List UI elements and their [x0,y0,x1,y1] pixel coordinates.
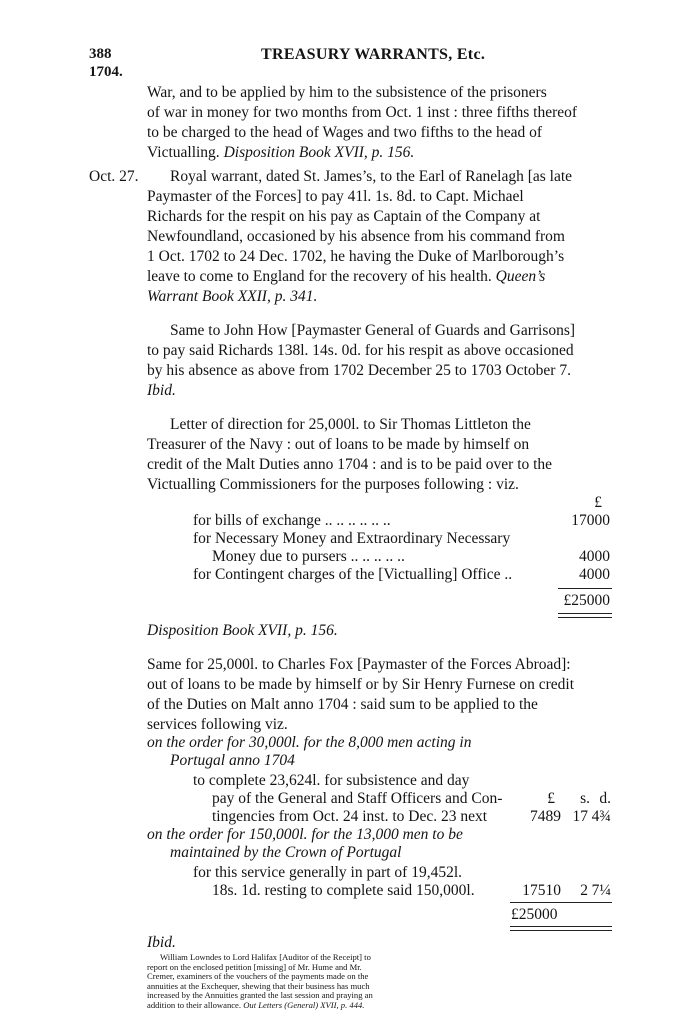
text-line: by his absence as above from 1702 December 25 to 1703 October 7. [147,362,571,379]
text-line: tingencies from Oct. 24 inst. to Dec. 23 next [212,808,488,825]
text-line: services following viz. [147,716,288,733]
text-line: Same for 25,000l. to Charles Fox [Paymaster of the Forces Abroad]: [147,656,571,673]
account-item-label: Money due to pursers .. .. .. .. .. [212,548,405,565]
text-line: William Lowndes to Lord Halifax [Auditor of the Receipt] to [160,952,371,962]
text-line: Letter of direction for 25,000l. to Sir Thomas Littleton the [170,416,531,433]
col-head-shillings: s. [580,790,590,807]
account-item-label: for bills of exchange .. .. .. .. .. .. [193,512,391,529]
text-line: Cremer, examiners of the vouchers of the payments made on the [147,971,369,981]
source-reference: Ibid. [147,382,176,399]
amount-pence: 7¼ [591,882,611,899]
text-line: Richards for the respit on his pay as Captain of the Company at [147,208,541,225]
source-reference: Warrant Book XXII, p. 341. [147,288,318,305]
text-line: 1 Oct. 1702 to 24 Dec. 1702, he having the Duke of Marlborough’s [147,248,565,265]
text-line: Treasurer of the Navy : out of loans to be made by himself on [147,436,530,453]
text-line: for this service generally in part of 19,452l. [193,864,463,881]
text-line: increased by the Annuities granted the last session and praying an [147,990,373,1000]
text-line: credit of the Malt Duties anno 1704 : and is to be paid over to the [147,456,553,473]
source-reference: Queen’s [495,268,546,285]
text-line: Paymaster of the Forces] to pay 41l. 1s. 8d. to Capt. Michael [147,188,524,205]
order-heading: maintained by the Crown of Portugal [170,844,402,861]
account-item-label: for Contingent charges of the [Victualling] Office .. [193,566,513,583]
margin-date: Oct. 27. [89,168,139,185]
text-line: to pay said Richards 138l. 14s. 0d. for his respit as above occasioned [147,342,574,359]
amount-pounds: 17510 [522,882,561,899]
text-line: 18s. 1d. resting to complete said 150,000l. [212,882,475,899]
sum-rule [510,902,612,903]
text-line: Same to John How [Paymaster General of Guards and Garrisons] [170,322,576,339]
source-reference: Out Letters (General) XVII, p. 444. [243,999,365,1010]
account-item-label: for Necessary Money and Extraordinary Necessary [193,530,511,547]
currency-heading: £ [594,494,602,511]
text-line [147,1000,364,1010]
amount-shillings: 17 [572,808,588,825]
order-heading: on the order for 30,000l. for the 8,000 men acting in [147,734,472,751]
text-span: addition to their allowance. [147,999,244,1010]
account-item-amount: 17000 [571,512,610,529]
source-reference: Disposition Book XVII, p. 156. [223,144,415,161]
amount-shillings: 2 [580,882,588,899]
text-span: leave to come to England for the recovery of his health. [147,268,492,285]
amount-pence: 4¾ [591,808,611,825]
text-line: War, and to be applied by him to the subsistence of the prisoners [147,84,547,101]
account-total: £25000 [511,906,558,923]
text-line: Newfoundland, occasioned by his absence from his command from [147,228,565,245]
text-line: pay of the General and Staff Officers and Con- [212,790,503,807]
order-heading: on the order for 150,000l. for the 13,000 men to be [147,826,463,843]
source-reference: Ibid. [147,934,176,951]
sum-rule [558,588,612,589]
account-total: £25000 [563,592,610,609]
text-line: annuities at the Exchequer, shewing that their business has much [147,980,370,991]
text-line: report on the enclosed petition [missing] of Mr. Hume and Mr. [147,961,362,972]
order-heading: Portugal anno 1704 [170,752,295,769]
source-reference: Disposition Book XVII, p. 156. [147,622,338,639]
text-line [147,144,414,162]
text-line: to be charged to the head of Wages and two fifths to the head of [147,124,543,141]
double-rule [510,926,612,931]
text-line: out of loans to be made by himself or by Sir Henry Furnese on credit [147,676,575,693]
text-line: of the Duties on Malt anno 1704 : said sum to be applied to the [147,696,538,713]
text-line [147,268,545,286]
text-span: Victualling. [147,144,220,161]
account-item-amount: 4000 [579,548,610,565]
text-line: Victualling Commissioners for the purposes following : viz. [147,476,519,493]
margin-year: 1704. [89,64,123,80]
text-line: Royal warrant, dated St. James’s, to the Earl of Ranelagh [as late [170,168,573,185]
page-number: 388 [89,46,112,62]
col-head-pounds: £ [547,790,555,807]
account-item-amount: 4000 [579,566,610,583]
text-line: to complete 23,624l. for subsistence and day [193,772,470,789]
text-line: of war in money for two months from Oct. 1 inst : three fifths thereof [147,104,578,121]
col-head-pence: d. [599,790,611,807]
double-rule [558,613,612,618]
running-title: TREASURY WARRANTS, Etc. [261,46,486,63]
amount-pounds: 7489 [530,808,561,825]
